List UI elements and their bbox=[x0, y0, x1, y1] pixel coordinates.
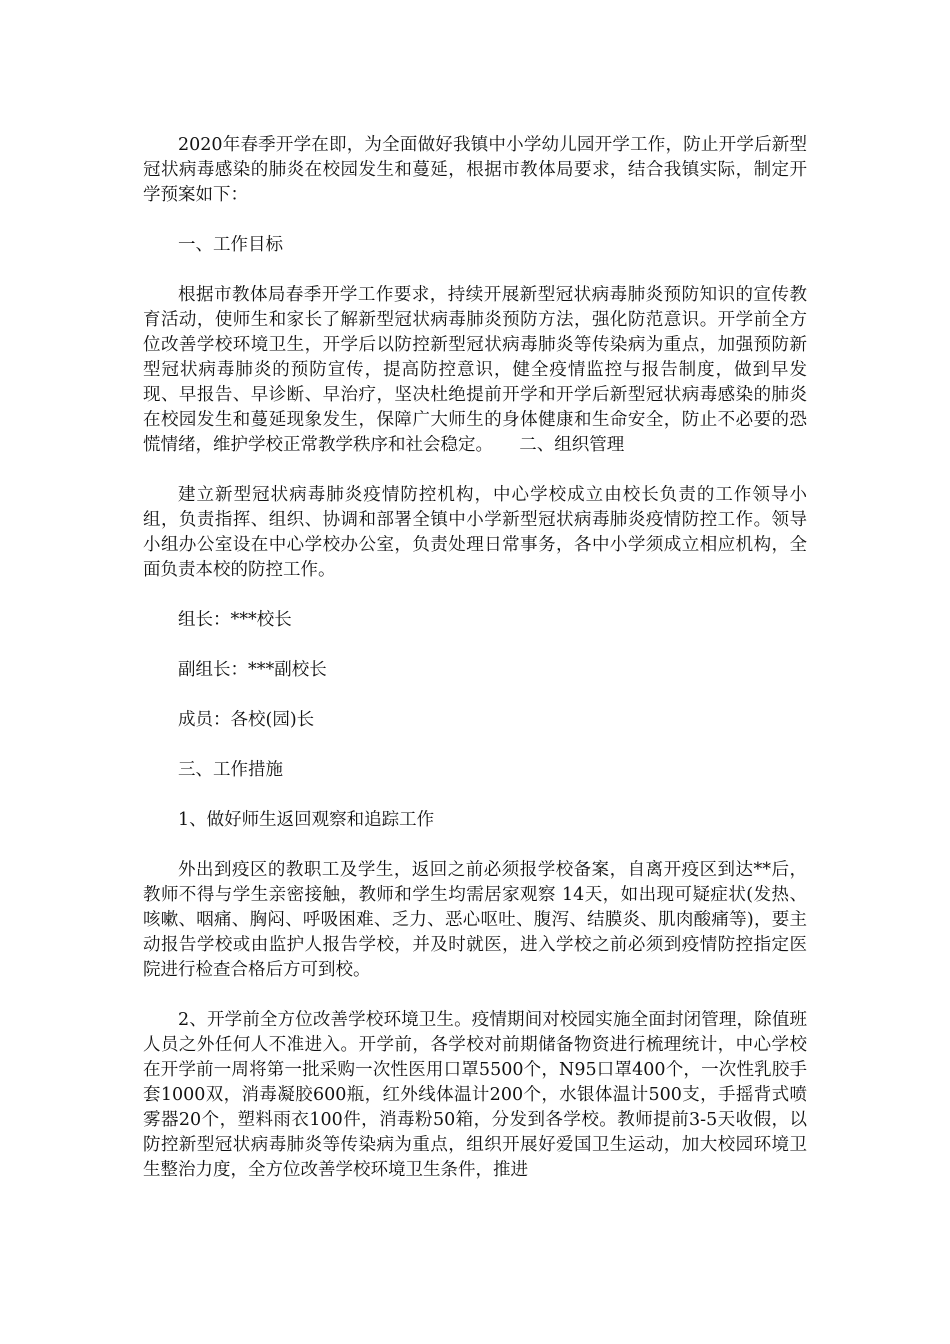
measure-2-paragraph: 2、开学前全方位改善学校环境卫生。疫情期间对校园实施全面封闭管理，除值班人员之外任何人不准进入。开学前，各学校对前期储备物资进行梳理统计，中心学校在开学前一周将第一批采购一次性医用口罩5500个，N95口罩400个，一次性乳胶手套1000双，消毒凝胶600瓶，红外线体温计200个，水银体温计500支，手摇背式喷雾器20个，塑料雨衣100件，消毒粉50箱，分发到各学校。教师提前3-5天收假，以防控新型冠状病毒肺炎等传染病为重点，组织开展好爱国卫生运动，加大校园环境卫生整治力度，全方位改善学校环境卫生条件，推进 bbox=[143, 1010, 807, 1180]
section-heading-measures: 三、工作措施 bbox=[178, 760, 283, 780]
organization-paragraph: 建立新型冠状病毒肺炎疫情防控机构，中心学校成立由校长负责的工作领导小组，负责指挥、组织、协调和部署全镇中小学新型冠状病毒肺炎疫情防控工作。领导小组办公室设在中心学校办公室，负责处理日常事务，各中小学须成立相应机构，全面负责本校的防控工作。 bbox=[143, 485, 807, 580]
deputy-leader-line: 副组长：***副校长 bbox=[178, 660, 327, 680]
section-heading-goals: 一、工作目标 bbox=[178, 235, 283, 255]
group-leader-line: 组长：***校长 bbox=[178, 610, 292, 630]
intro-paragraph: 2020年春季开学在即，为全面做好我镇中小学幼儿园开学工作，防止开学后新型冠状病毒感染的肺炎在校园发生和蔓延，根据市教体局要求，结合我镇实际，制定开学预案如下： bbox=[143, 135, 807, 205]
members-line: 成员：各校(园)长 bbox=[178, 710, 315, 730]
goals-paragraph: 根据市教体局春季开学工作要求，持续开展新型冠状病毒肺炎预防知识的宣传教育活动，使师生和家长了解新型冠状病毒肺炎预防方法，强化防范意识。开学前全方位改善学校环境卫生，开学后以防控新型冠状病毒肺炎等传染病为重点，加强预防新型冠状病毒肺炎的预防宣传，提高防控意识，健全疫情监控与报告制度，做到早发现、早报告、早诊断、早治疗，坚决杜绝提前开学和开学后新型冠状病毒感染的肺炎在校园发生和蔓延现象发生，保障广大师生的身体健康和生命安全，防止不必要的恐慌情绪，维护学校正常教学秩序和社会稳定。 二、组织管理 bbox=[143, 285, 807, 455]
measure-1-paragraph: 外出到疫区的教职工及学生，返回之前必须报学校备案，自离开疫区到达**后，教师不得与学生亲密接触，教师和学生均需居家观察 14天，如出现可疑症状(发热、咳嗽、咽痛、胸闷、呼吸困难、乏力、恶心呕吐、腹泻、结膜炎、肌肉酸痛等)，要主动报告学校或由监护人报告学校，并及时就医，进入学校之前必须到疫情防控指定医院进行检查合格后方可到校。 bbox=[143, 860, 807, 980]
measure-1-heading: 1、做好师生返回观察和追踪工作 bbox=[178, 810, 435, 830]
